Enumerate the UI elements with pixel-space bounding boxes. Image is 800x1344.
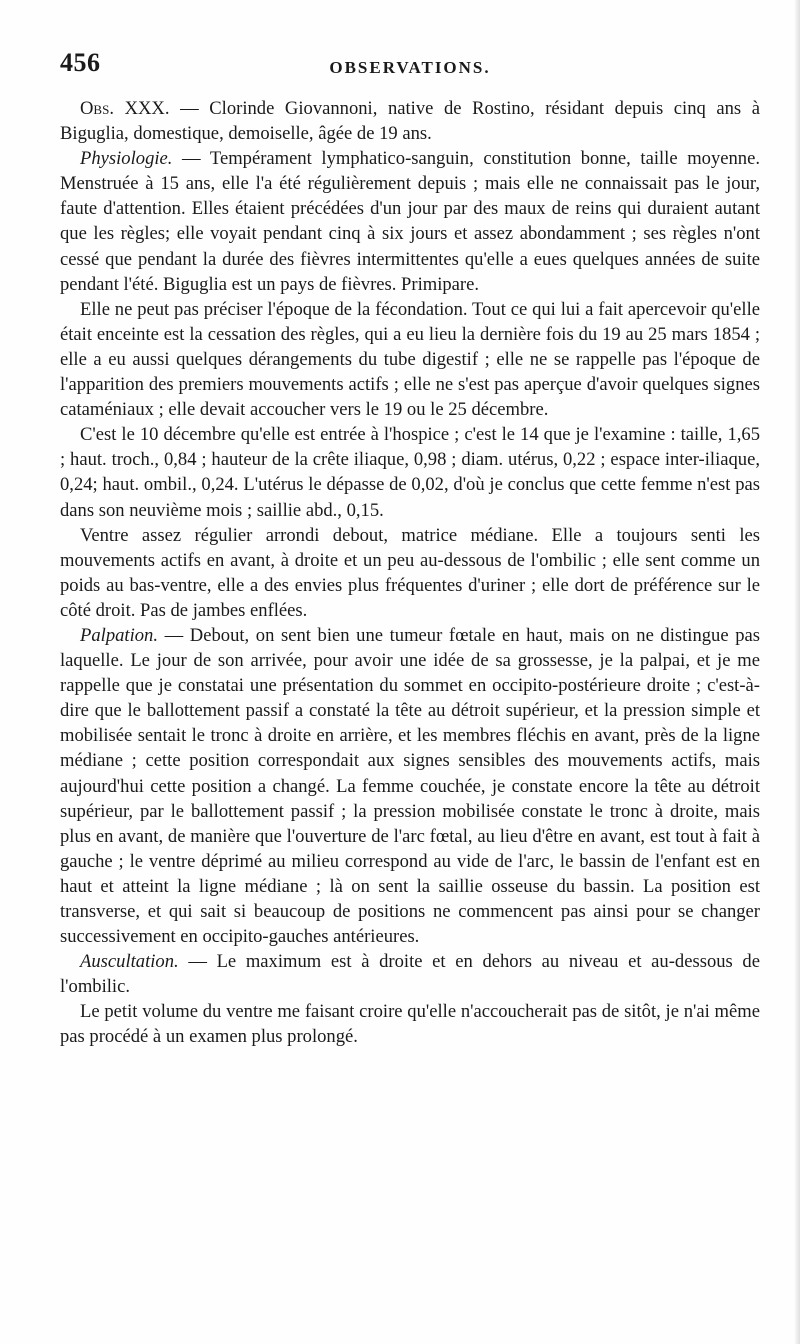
page-edge-shadow (794, 0, 800, 1344)
paragraph-conclusion (60, 999, 760, 1049)
paragraph-observation-intro (60, 96, 760, 146)
running-title: OBSERVATIONS. (329, 58, 491, 77)
paragraph-examen (60, 422, 760, 522)
section-heading-physiologie: Physiologie. (80, 148, 173, 170)
paragraph-palpation (60, 623, 760, 949)
paragraph-text: — Debout, on sent bien une tumeur fœtale en haut, mais on ne distingue pas laquelle. Le jour de son arrivée, pour avoir une idée de sa grossesse, je la palpai, et je me rappelle que je constatai une présentation du sommet en occipito-postérieure droite ; c'est-à-dire que le ballottement passif a constaté la tête au détroit supérieur, et la pression simple et mobilisée sentait le tronc à droite en arrière, et les membres fléchis en avant, près de la ligne médiane ; cette position correspondait aux signes sensibles des mouvements actifs, mais aujourd'hui cette position a changé. La femme couchée, je constate encore la tête au détroit supérieur, par le ballottement passif ; la pression mobilisée constate le tronc à droite, mais plus en avant, de manière que l'ouverture de l'arc fœtal, au lieu d'être en avant, est tout à fait à gauche ; le ventre déprimé au milieu correspond au vide de l'arc, le bassin de l'enfant est en haut et atteint la ligne médiane ; là on sent la saillie osseuse du bassin. La position est transverse, et qui sait si beaucoup de positions ne commencent pas ainsi pour se changer successivement en occipito-gauches antérieures. (60, 624, 760, 948)
paragraph-ventre (60, 523, 760, 623)
page-header (60, 48, 760, 88)
observation-number: . XXX. (109, 98, 170, 119)
observation-label: Obs (80, 98, 110, 119)
body-text (60, 96, 760, 1050)
paragraph-text: — Tempérament lymphatico-sanguin, constitution bonne, taille moyenne. Menstruée à 15 ans, elle l'a été régulièrement depuis ; mais elle ne connaissait pas le jour, faute d'attention. Elles étaient précédées d'un jour par des maux de reins qui duraient autant que les règles; elle voyait pendant cinq à six jours et assez abondamment ; ses règles n'ont cessé que pendant la durée des fièvres intermittentes qu'elle a eues quelques années de suite pendant l'été. Biguglia est un pays de fièvres. Primipare. (60, 148, 760, 295)
paragraph-text: Le petit volume du ventre me faisant croire qu'elle n'accoucherait pas de sitôt, je n'ai même pas procédé à un examen plus prolongé. (60, 1001, 760, 1048)
paragraph-text: C'est le 10 décembre qu'elle est entrée à l'hospice ; c'est le 14 que je l'examine : taille, 1,65 ; haut. troch., 0,84 ; hauteur de la crête iliaque, 0,98 ; diam. utérus, 0,22 ; espace inter-iliaque, 0,24; haut. ombil., 0,24. L'utérus le dépasse de 0,02, d'où je conclus que cette femme n'est pas dans son neuvième mois ; saillie abd., 0,15. (60, 424, 760, 521)
section-heading-palpation: Palpation. (80, 624, 158, 646)
paragraph-text: Ventre assez régulier arrondi debout, matrice médiane. Elle a toujours senti les mouvements actifs en avant, à droite et un peu au-dessous de l'ombilic ; elle sent comme un poids au bas-ventre, elle a des envies plus fréquentes d'uriner ; elle dort de préférence sur le côté droit. Pas de jambes enflées. (60, 524, 760, 621)
page-number: 456 (60, 48, 101, 77)
paragraph-auscultation (60, 949, 760, 999)
paragraph-fecondation (60, 297, 760, 422)
paragraph-text: Elle ne peut pas préciser l'époque de la fécondation. Tout ce qui lui a fait apercevoir qu'elle était enceinte est la cessation des règles, qui a eu lieu la dernière fois du 19 au 25 mars 1854 ; elle a eu aussi quelques dérangements du tube digestif ; elle ne se rappelle pas l'époque de l'apparition des premiers mouvements actifs ; elle ne s'est pas aperçue d'avoir quelques signes cataméniaux ; elle devait accoucher vers le 19 ou le 25 décembre. (60, 298, 760, 421)
paragraph-text: — Clorinde Giovannoni, native de Rostino, résidant depuis cinq ans à Biguglia, domestique, demoiselle, âgée de 19 ans. (60, 98, 760, 145)
paragraph-text: — Le maximum est à droite et en dehors au niveau et au-dessous de l'ombilic. (60, 951, 760, 998)
section-heading-auscultation: Auscultation. (80, 951, 179, 973)
paragraph-physiologie (60, 146, 760, 297)
